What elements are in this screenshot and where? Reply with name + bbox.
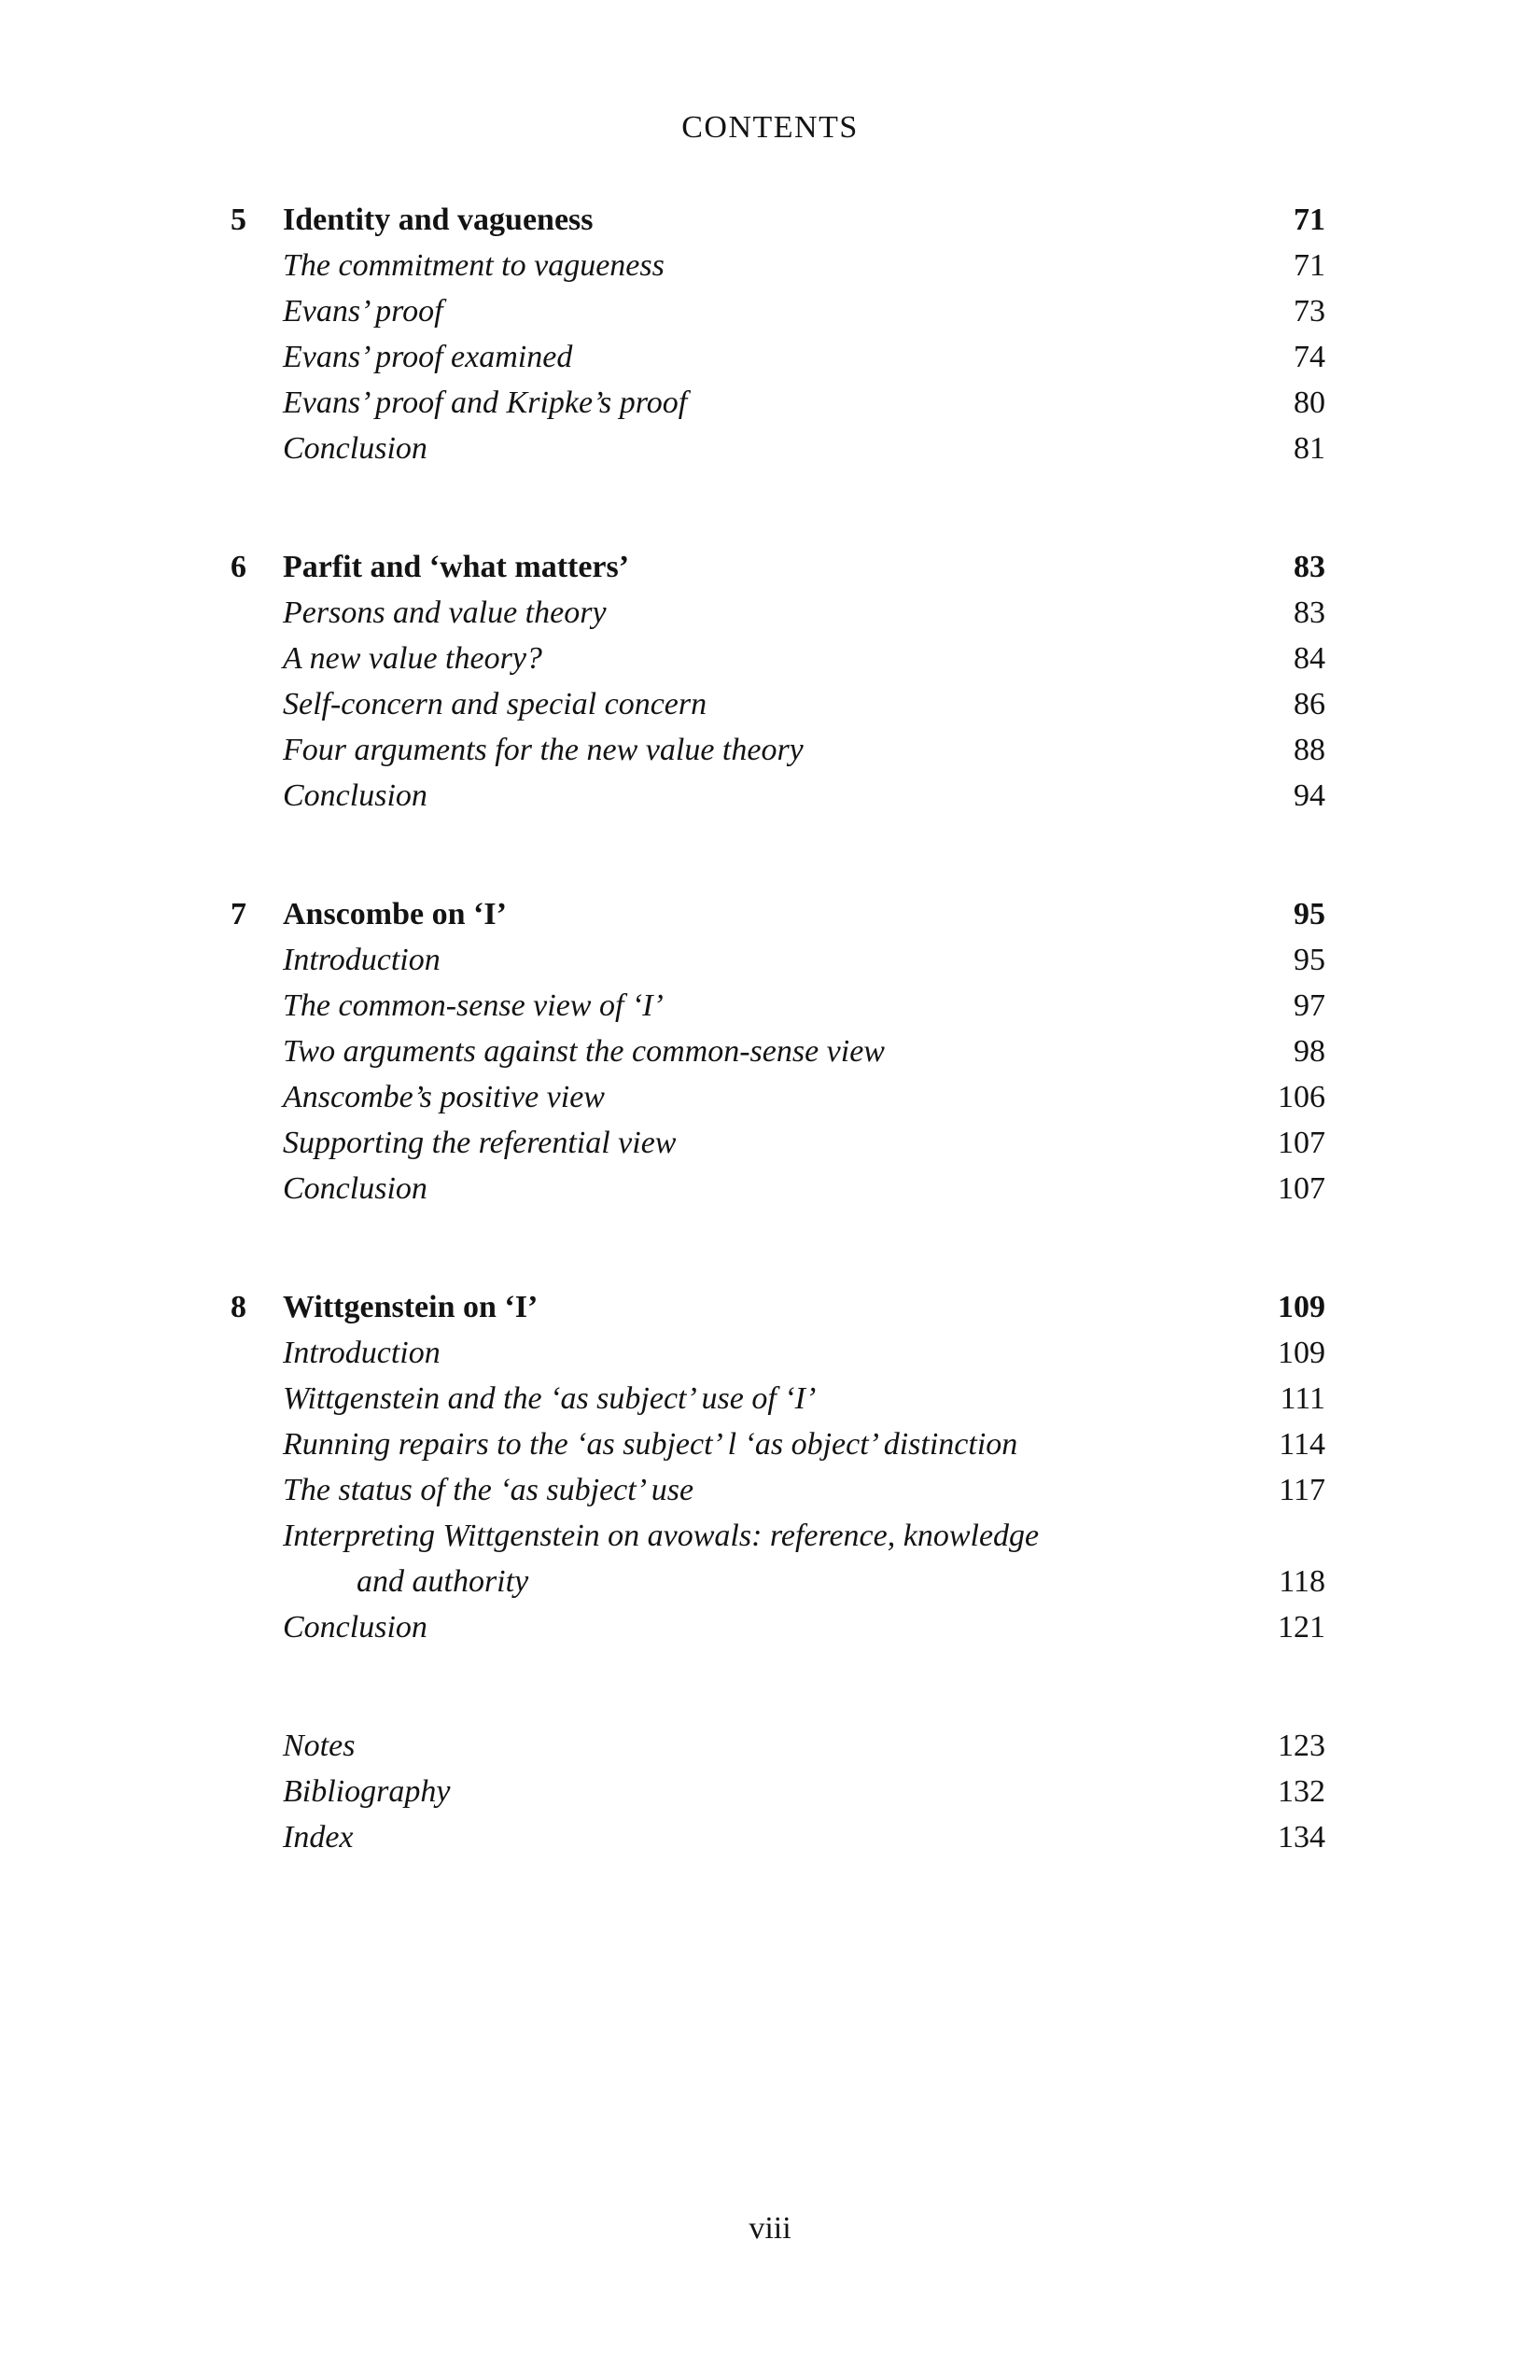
section-title: Supporting the referential view	[283, 1126, 677, 1160]
toc-entry	[231, 636, 1325, 681]
toc-entry	[231, 1604, 1325, 1650]
toc-entry	[231, 1467, 1325, 1513]
chapter-8	[231, 1284, 1325, 1650]
section-title: Anscombe’s positive view	[283, 1080, 605, 1114]
toc-entry	[231, 1120, 1325, 1166]
section-page-number: 97	[1294, 988, 1325, 1023]
toc-entry-wrapped-line2	[231, 1559, 1325, 1604]
chapter-number: 7	[231, 897, 246, 931]
chapter-page-number: 71	[1294, 203, 1325, 237]
toc-entry	[231, 1769, 1325, 1814]
backmatter-page-number: 123	[1278, 1729, 1325, 1763]
section-page-number: 94	[1294, 778, 1325, 813]
chapter-title: Identity and vagueness	[283, 203, 594, 237]
section-page-number: 95	[1294, 943, 1325, 977]
toc-entry	[231, 426, 1325, 471]
toc-entry	[231, 243, 1325, 288]
section-title: Conclusion	[283, 431, 427, 466]
section-page-number: 83	[1294, 595, 1325, 630]
toc-entry	[231, 590, 1325, 636]
section-page-number: 111	[1280, 1381, 1325, 1416]
section-page-number: 73	[1294, 294, 1325, 329]
toc-entry	[231, 1166, 1325, 1211]
chapter-6	[231, 544, 1325, 819]
section-title: Introduction	[283, 1336, 441, 1370]
chapter-title: Wittgenstein on ‘I’	[283, 1290, 539, 1324]
toc-entry	[231, 1814, 1325, 1860]
section-page-number: 107	[1278, 1126, 1325, 1160]
chapter-number: 5	[231, 203, 246, 237]
chapter-title: Parfit and ‘what matters’	[283, 550, 630, 584]
section-page-number: 81	[1294, 431, 1325, 466]
section-title: The common-sense view of ‘I’	[283, 988, 664, 1023]
toc-entry	[231, 1029, 1325, 1074]
section-page-number: 84	[1294, 641, 1325, 676]
section-title: A new value theory?	[283, 641, 542, 676]
toc-entry	[231, 1421, 1325, 1467]
toc-entry	[231, 1074, 1325, 1120]
section-page-number: 114	[1279, 1427, 1325, 1462]
section-page-number: 86	[1294, 687, 1325, 721]
section-page-number: 117	[1279, 1473, 1325, 1507]
backmatter-page-number: 132	[1278, 1774, 1325, 1809]
section-title: Introduction	[283, 943, 441, 977]
page-title: CONTENTS	[681, 110, 859, 145]
toc-entry	[231, 983, 1325, 1029]
section-title: Two arguments against the common-sense view	[283, 1034, 885, 1069]
section-page-number: 71	[1294, 248, 1325, 283]
toc-entry	[231, 380, 1325, 426]
toc-entry	[231, 681, 1325, 727]
chapter-heading-row	[231, 891, 1325, 937]
toc-entry	[231, 1723, 1325, 1769]
section-title: Self-concern and special concern	[283, 687, 707, 721]
section-page-number: 109	[1278, 1336, 1325, 1370]
chapter-number: 8	[231, 1290, 246, 1324]
backmatter-title: Index	[283, 1820, 354, 1855]
section-title: Evans’ proof and Kripke’s proof	[283, 385, 688, 420]
toc-entry	[231, 1330, 1325, 1376]
backmatter-title: Notes	[283, 1729, 356, 1763]
section-title: Persons and value theory	[283, 595, 607, 630]
chapter-page-number: 109	[1278, 1290, 1325, 1324]
section-page-number: 107	[1278, 1171, 1325, 1206]
section-page-number: 88	[1294, 733, 1325, 767]
section-page-number: 118	[1279, 1564, 1325, 1599]
chapter-heading-row	[231, 197, 1325, 243]
chapter-5	[231, 197, 1325, 471]
backmatter-page-number: 134	[1278, 1820, 1325, 1855]
toc-entry	[231, 288, 1325, 334]
chapter-page-number: 95	[1294, 897, 1325, 931]
section-title: Evans’ proof	[283, 294, 443, 329]
chapter-7	[231, 891, 1325, 1211]
backmatter-title: Bibliography	[283, 1774, 451, 1809]
section-page-number: 80	[1294, 385, 1325, 420]
section-title: Interpreting Wittgenstein on avowals: reference, knowledge	[283, 1519, 1040, 1553]
section-title: Conclusion	[283, 1171, 427, 1206]
backmatter	[231, 1723, 1325, 1860]
section-page-number: 74	[1294, 340, 1325, 374]
toc-entry	[231, 937, 1325, 983]
section-title: Conclusion	[283, 1610, 427, 1645]
chapter-heading-row	[231, 1284, 1325, 1330]
folio-page-number: viii	[749, 2211, 791, 2246]
section-title: Four arguments for the new value theory	[283, 733, 804, 767]
toc-entry	[231, 1376, 1325, 1421]
chapter-title: Anscombe on ‘I’	[283, 897, 507, 931]
section-title: Conclusion	[283, 778, 427, 813]
toc-entry	[231, 773, 1325, 819]
chapter-heading-row	[231, 544, 1325, 590]
chapter-number: 6	[231, 550, 246, 584]
section-title: The status of the ‘as subject’ use	[283, 1473, 694, 1507]
section-title: Running repairs to the ‘as subject’ l ‘as object’ distinction	[283, 1427, 1018, 1462]
section-title: Evans’ proof examined	[283, 340, 573, 374]
section-title: The commitment to vagueness	[283, 248, 665, 283]
toc-entry-wrapped-line1	[231, 1513, 1325, 1559]
section-title-continuation: and authority	[357, 1564, 529, 1599]
section-page-number: 106	[1278, 1080, 1325, 1114]
section-title: Wittgenstein and the ‘as subject’ use of ‘I’	[283, 1381, 817, 1416]
section-page-number: 121	[1278, 1610, 1325, 1645]
table-of-contents	[231, 197, 1325, 1860]
toc-entry	[231, 334, 1325, 380]
chapter-page-number: 83	[1294, 550, 1325, 584]
toc-entry	[231, 727, 1325, 773]
section-page-number: 98	[1294, 1034, 1325, 1069]
